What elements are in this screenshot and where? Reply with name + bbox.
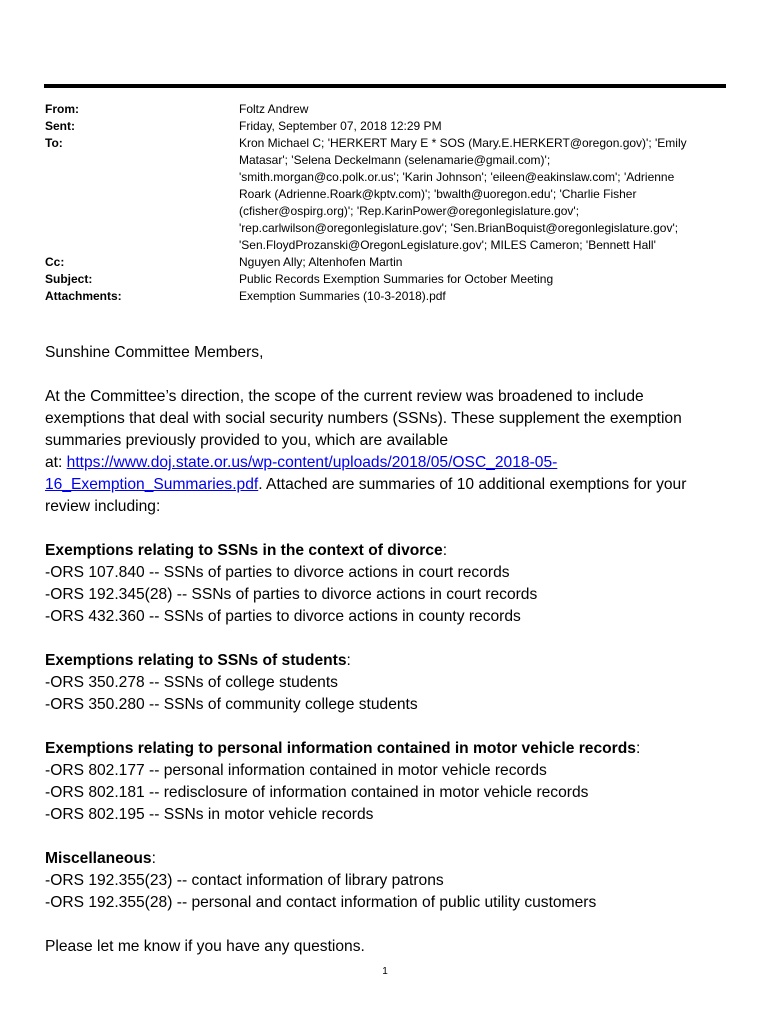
attachments-label: Attachments: [45,289,122,303]
from-label: From: [45,102,79,116]
to-label: To: [45,136,63,150]
to-line: (cfisher@ospirg.org)'; 'Rep.KarinPower@oregonlegislature.gov'; [239,204,580,218]
header-rule [44,84,726,88]
cc-row [45,254,705,271]
cc-label: Cc: [45,255,65,269]
subject-value: Public Records Exemption Summaries for October Meeting [239,272,554,286]
list-item: -ORS 432.360 -- SSNs of parties to divorce actions in county records [45,608,521,625]
cc-value: Nguyen Ally; Altenhofen Martin [239,255,403,269]
email-body [45,342,725,958]
subject-row [45,271,705,288]
sent-value: Friday, September 07, 2018 12:29 PM [239,119,442,133]
to-line: Matasar'; 'Selena Deckelmann (selenamarie@gmail.com)'; [239,153,551,167]
to-value [239,135,705,254]
attachments-row [45,288,705,305]
greeting: Sunshine Committee Members, [45,344,264,361]
list-item: -ORS 192.345(28) -- SSNs of parties to divorce actions in court records [45,586,538,603]
list-item: -ORS 802.181 -- redisclosure of information contained in motor vehicle records [45,784,589,801]
attachment-file[interactable]: Exemption Summaries (10-3-2018).pdf [239,289,446,303]
sent-label: Sent: [45,119,75,133]
at-prefix: at: [45,454,67,471]
closing: Please let me know if you have any questions. [45,938,365,955]
to-line: 'smith.morgan@co.polk.or.us'; 'Karin Johnson'; 'eileen@eakinslaw.com'; 'Adrienne [239,170,675,184]
intro-line: exemptions that deal with social security numbers (SSNs). These supplement the exemption [45,410,682,427]
intro-line: summaries previously provided to you, which are available [45,432,449,449]
list-item: -ORS 192.355(23) -- contact information of library patrons [45,872,444,889]
section-heading: Exemptions relating to SSNs of students: [45,652,351,669]
to-row [45,135,705,254]
after-link-text: . Attached are summaries of 10 additional exemptions for your [258,476,687,493]
after-link-line: review including: [45,498,161,515]
section-heading: Exemptions relating to SSNs in the context of divorce: [45,542,448,559]
link-paragraph [45,452,725,474]
list-item: -ORS 802.177 -- personal information contained in motor vehicle records [45,762,547,779]
list-item: -ORS 802.195 -- SSNs in motor vehicle records [45,806,374,823]
to-line: Roark (Adrienne.Roark@kptv.com)'; 'bwalth@uoregon.edu'; 'Charlie Fisher [239,187,637,201]
exemption-summaries-link[interactable]: https://www.doj.state.or.us/wp-content/uploads/2018/05/OSC_2018-05- [66,454,558,471]
to-line: Kron Michael C; 'HERKERT Mary E * SOS (Mary.E.HERKERT@oregon.gov)'; 'Emily [239,136,687,150]
link-paragraph-cont [45,474,725,496]
section-heading: Exemptions relating to personal information contained in motor vehicle records: [45,740,641,757]
list-item: -ORS 192.355(28) -- personal and contact information of public utility customers [45,894,597,911]
section-heading: Miscellaneous: [45,850,156,867]
from-value: Foltz Andrew [239,102,309,116]
to-line: 'Sen.FloydProzanski@OregonLegislature.gov'; MILES Cameron; 'Bennett Hall' [239,238,656,252]
page-number: 1 [382,966,388,977]
list-item: -ORS 350.280 -- SSNs of community college students [45,696,418,713]
email-header [45,101,705,305]
from-row [45,101,705,118]
to-line: 'rep.carlwilson@oregonlegislature.gov'; 'Sen.BrianBoquist@oregonlegislature.gov'; [239,221,679,235]
subject-label: Subject: [45,272,93,286]
sent-row [45,118,705,135]
intro-line: At the Committee’s direction, the scope of the current review was broadened to include [45,388,644,405]
list-item: -ORS 350.278 -- SSNs of college students [45,674,338,691]
exemption-summaries-link-cont[interactable]: 16_Exemption_Summaries.pdf [45,476,259,493]
list-item: -ORS 107.840 -- SSNs of parties to divorce actions in court records [45,564,510,581]
